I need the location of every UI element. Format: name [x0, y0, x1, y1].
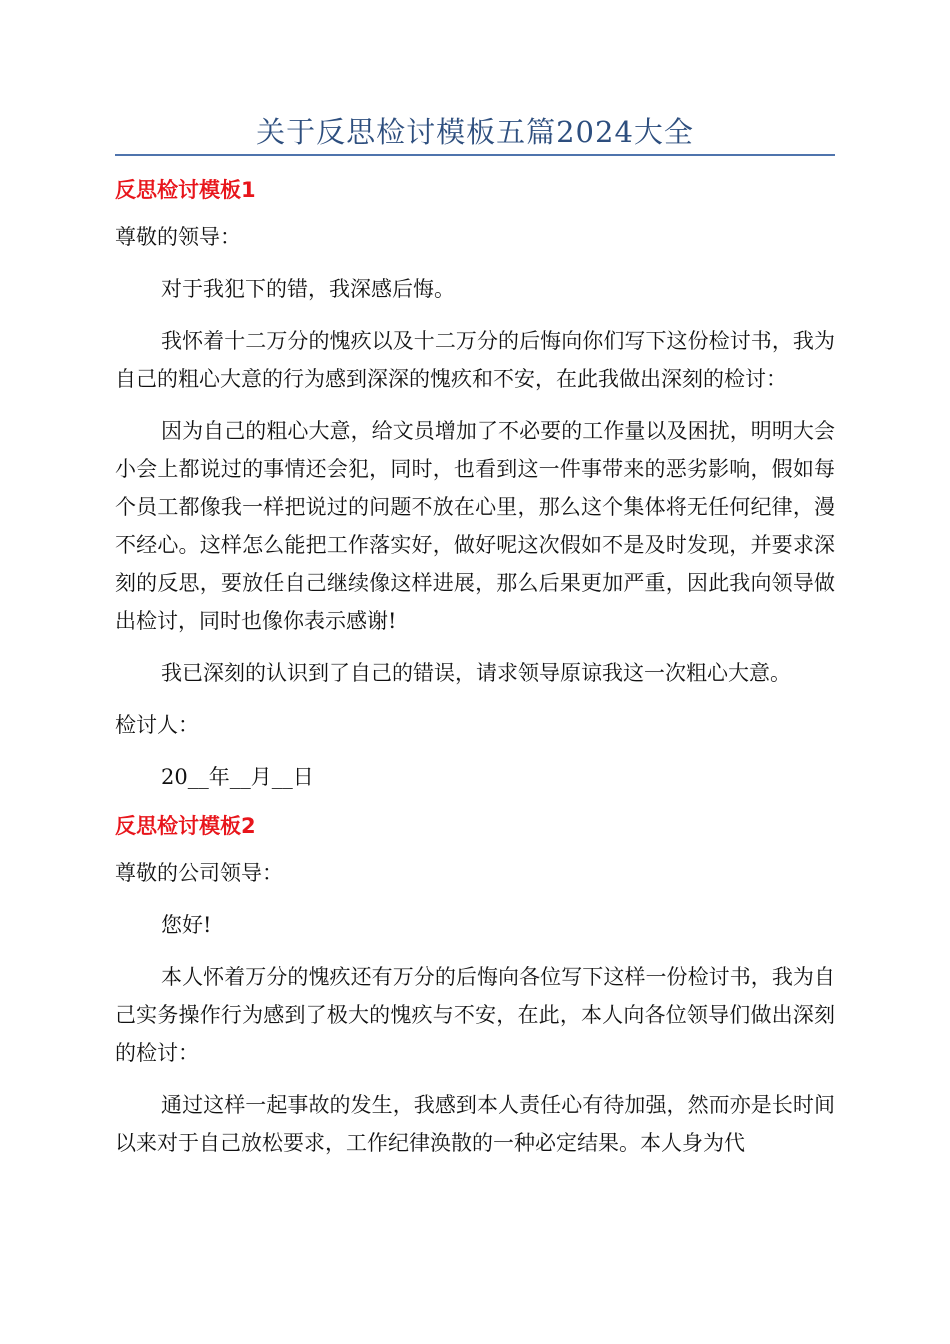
paragraph-1-3: 因为自己的粗心大意，给文员增加了不必要的工作量以及困扰，明明大会小会上都说过的事情还会犯，同时，也看到这一件事带来的恶劣影响，假如每个员工都像我一样把说过的问题不放在心里，那么这个集体将无任何纪律，漫不经心。这样怎么能把工作落实好，做好呢这次假如不是及时发现，并要求深刻的反思，要放任自己继续像这样进展，那么后果更加严重，因此我向领导做出检讨，同时也像你表示感谢! [115, 419, 835, 633]
signature-line: 检讨人： [115, 713, 199, 737]
document-body [115, 176, 835, 1176]
section-heading-1: 反思检讨模板1 [115, 178, 256, 202]
section-heading-2: 反思检讨模板2 [115, 814, 256, 838]
salutation-2: 尊敬的公司领导： [115, 861, 283, 885]
salutation-1: 尊敬的领导： [115, 225, 241, 249]
date-line: 20__年__月__日 [161, 765, 314, 789]
paragraph-1-2: 我怀着十二万分的愧疚以及十二万分的后悔向你们写下这份检讨书，我为自己的粗心大意的行为感到深深的愧疚和不安，在此我做出深刻的检讨： [115, 329, 835, 391]
paragraph-2-1: 您好! [161, 913, 212, 937]
paragraph-1-1: 对于我犯下的错，我深感后悔。 [161, 277, 455, 301]
paragraph-2-3: 通过这样一起事故的发生，我感到本人责任心有待加强，然而亦是长时间以来对于自己放松要求，工作纪律涣散的一种必定结果。本人身为代 [115, 1093, 835, 1155]
paragraph-2-2: 本人怀着万分的愧疚还有万分的后悔向各位写下这样一份检讨书，我为自己实务操作行为感到了极大的愧疚与不安，在此，本人向各位领导们做出深刻的检讨： [115, 965, 835, 1065]
paragraph-1-4: 我已深刻的认识到了自己的错误，请求领导原谅我这一次粗心大意。 [161, 661, 791, 685]
title-underline [115, 154, 835, 156]
document-title: 关于反思检讨模板五篇2024大全 [256, 115, 694, 149]
